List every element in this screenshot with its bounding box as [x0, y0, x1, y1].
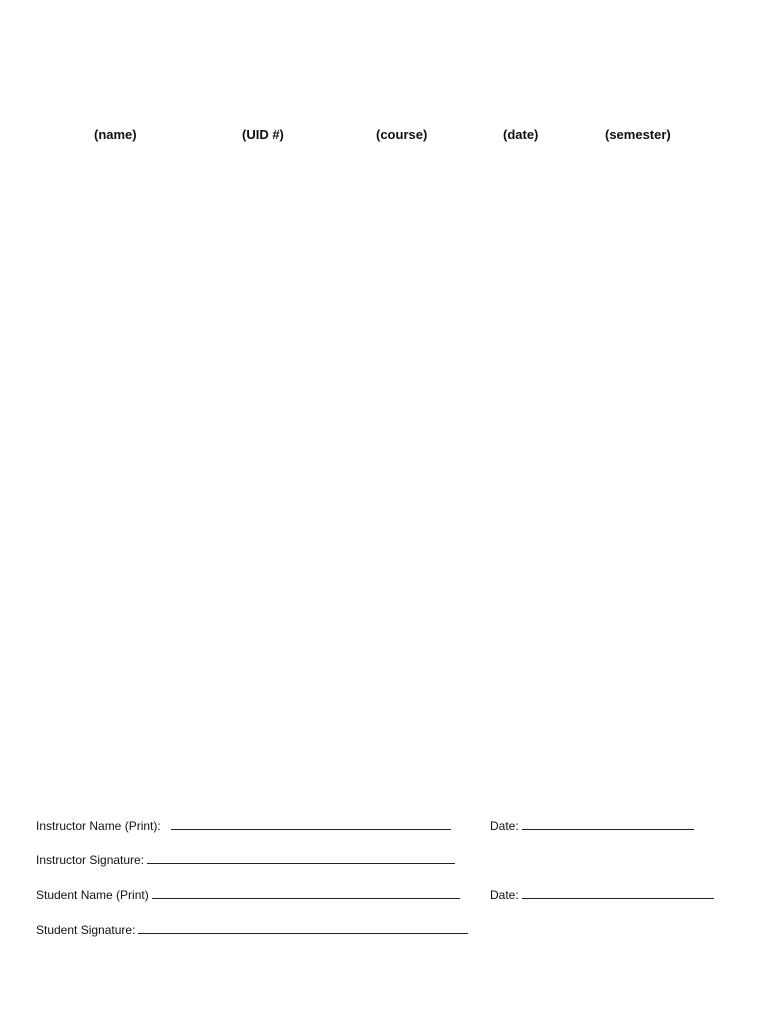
student-name-field[interactable]	[152, 887, 460, 899]
student-date-label: Date:	[490, 888, 519, 902]
course-placeholder: (course)	[376, 127, 428, 142]
semester-placeholder: (semester)	[605, 127, 671, 142]
student-name-label: Student Name (Print)	[36, 888, 149, 902]
student-signature-label: Student Signature:	[36, 923, 136, 937]
student-signature-line	[36, 922, 468, 938]
name-placeholder: (name)	[94, 127, 137, 142]
instructor-signature-line	[36, 852, 455, 868]
instructor-name-field[interactable]	[171, 818, 451, 830]
instructor-name-label: Instructor Name (Print):	[36, 819, 161, 833]
instructor-date-label: Date:	[490, 819, 519, 833]
uid-placeholder: (UID #)	[242, 127, 284, 142]
student-name-line	[36, 887, 460, 903]
date-placeholder: (date)	[503, 127, 539, 142]
student-signature-field[interactable]	[138, 922, 468, 934]
instructor-signature-field[interactable]	[147, 852, 455, 864]
student-date-field[interactable]	[522, 887, 714, 899]
instructor-signature-label: Instructor Signature:	[36, 853, 145, 867]
instructor-name-line	[36, 818, 451, 834]
student-date-line	[490, 887, 714, 903]
document-header-row	[0, 126, 770, 146]
instructor-date-field[interactable]	[522, 818, 694, 830]
instructor-date-line	[490, 818, 694, 834]
